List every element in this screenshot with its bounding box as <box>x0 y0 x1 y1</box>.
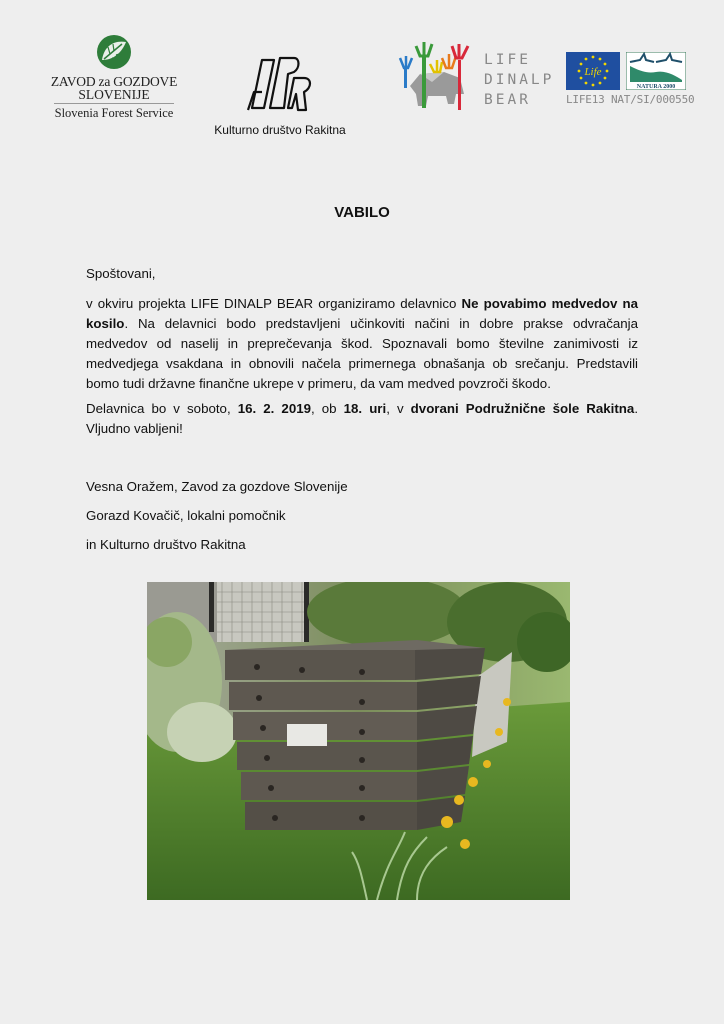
project-code: LIFE13 NAT/SI/000550 <box>566 93 695 106</box>
event-text-2: , ob <box>311 401 344 416</box>
intro-text-1: v okviru projekta LIFE DINALP BEAR organiziramo delavnico <box>86 296 462 311</box>
kdr-monogram-icon <box>244 52 316 114</box>
event-venue: dvorani Podružnične šole Rakitna <box>410 401 635 416</box>
event-date: 16. 2. 2019 <box>237 401 312 416</box>
zgs-name-line2: SLOVENIJE <box>78 87 150 102</box>
eu-life-flag-icon <box>566 52 620 90</box>
event-text-4: . Vljudno vabljeni! <box>86 401 639 436</box>
event-text-1: Delavnica bo v soboto, <box>86 401 238 416</box>
event-text-3: , v <box>386 401 411 416</box>
zavod-za-gozdove-logo <box>46 34 182 121</box>
life-dinalp-bear-logo <box>398 42 568 114</box>
event-time: 18. uri <box>343 401 387 416</box>
zgs-english-name: Slovenia Forest Service <box>54 106 174 120</box>
wordmark-life: LIFE <box>484 52 531 68</box>
workshop-name: Ne povabimo medvedov na kosilo <box>86 296 638 331</box>
signature-2: Gorazd Kovačič, lokalni pomočnik <box>86 508 286 523</box>
eu-life-natura-logos <box>566 52 695 106</box>
wordmark-dinalp: DINALP <box>484 72 555 88</box>
kdr-caption: Kulturno društvo Rakitna <box>214 123 346 137</box>
compost-bin-photo <box>147 582 570 900</box>
natura-text: NATURA 2000 <box>636 84 676 90</box>
intro-paragraph <box>86 294 638 394</box>
signature-1: Vesna Oražem, Zavod za gozdove Slovenije <box>86 479 348 494</box>
zgs-name-line1: ZAVOD za GOZDOVE <box>50 74 178 89</box>
wordmark-bear: BEAR <box>484 92 531 108</box>
natura-2000-icon <box>626 52 686 90</box>
life-mark-text: Life <box>584 66 602 78</box>
page-title: VABILO <box>334 204 390 221</box>
signature-3: in Kulturno društvo Rakitna <box>86 537 246 552</box>
leaf-globe-icon <box>94 34 134 70</box>
kulturno-drustvo-logo <box>205 52 355 137</box>
greeting: Spoštovani, <box>86 266 156 281</box>
event-details-paragraph <box>86 399 638 439</box>
intro-text-2: . Na delavnici bodo predstavljeni učinkoviti načini in dobre prakse odvračanja medvedov od naselij in preprečevanja škod. Spoznavali bomo številne zanimivosti iz medvedjega vsakdana in obnovili načela primernega obnašanja ob srečanju. Predstavili bomo tudi državne finančne ukrepe v primeru, da vam medved povzroči škodo. <box>86 316 638 391</box>
zgs-divider <box>54 103 174 104</box>
hands-and-bear-icon <box>398 42 478 112</box>
